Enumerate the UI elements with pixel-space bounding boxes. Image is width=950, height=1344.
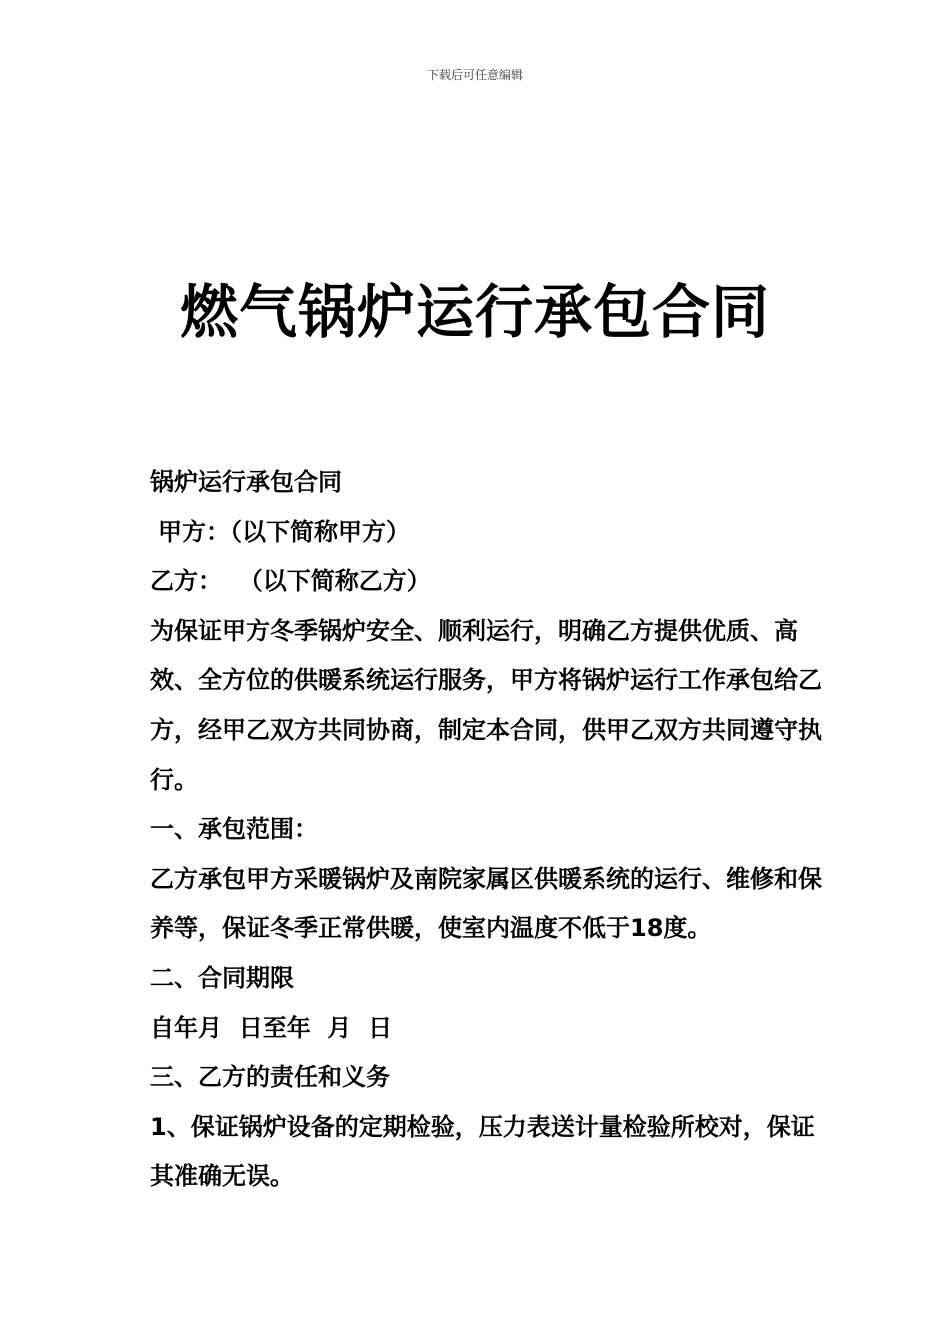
paragraph-subtitle: 锅炉运行承包合同 bbox=[150, 468, 342, 496]
section1-body: 乙方承包甲方采暖锅炉及南院家属区供暖系统的运行、维修和保养等，保证冬季正常供暖，使室内温度不低于18度。 bbox=[150, 864, 822, 943]
header-note: 下载后可任意编辑 bbox=[426, 68, 523, 82]
section2-heading: 二、合同期限 bbox=[150, 963, 294, 992]
paragraph-party-a: 甲方：（以下简称甲方） bbox=[158, 517, 410, 546]
paragraph-party-b: 乙方： （以下简称乙方） bbox=[150, 567, 431, 596]
section2-body: 自年月 日至年 月 日 bbox=[150, 1013, 393, 1042]
document-title: 燃气锅炉运行承包合同 bbox=[179, 278, 770, 346]
document-body bbox=[144, 458, 834, 1202]
section3-item-1: 1、保证锅炉设备的定期检验，压力表送计量检验所校对，保证其准确无误。 bbox=[150, 1112, 815, 1191]
section3-heading: 三、乙方的责任和义务 bbox=[150, 1063, 390, 1092]
section1-heading: 一、承包范围： bbox=[150, 815, 318, 844]
paragraph-intro: 为保证甲方冬季锅炉安全、顺利运行，明确乙方提供优质、高效、全方位的供暖系统运行服务，甲方将锅炉运行工作承包给乙方，经甲乙双方共同协商，制定本合同，供甲乙双方共同遵守执行。 bbox=[150, 616, 822, 794]
